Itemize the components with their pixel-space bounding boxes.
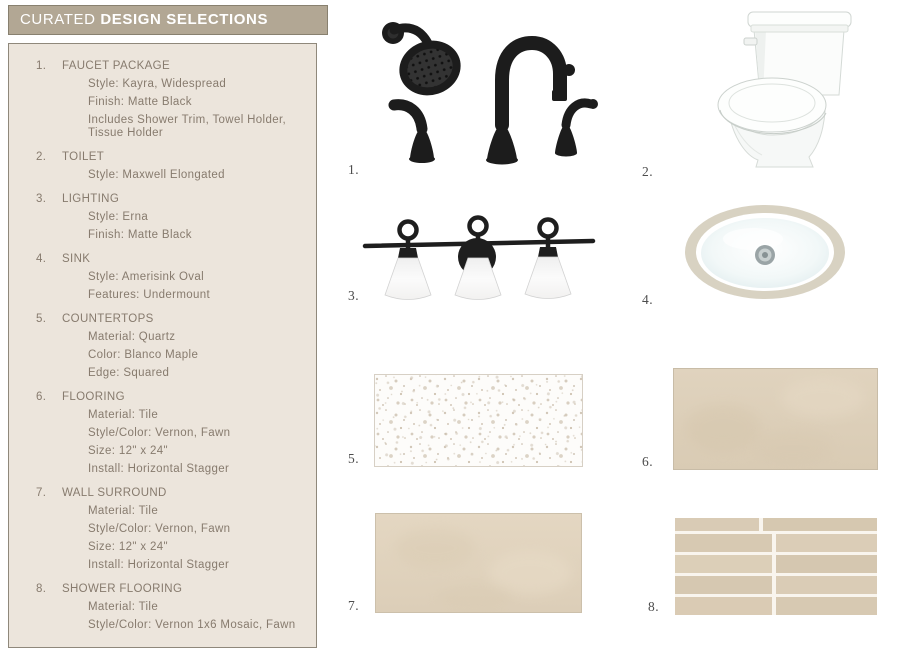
figure-toilet: [642, 8, 864, 180]
selection-title: FLOORING: [62, 391, 125, 403]
selection-detail: Finish: Matte Black: [88, 229, 192, 241]
selection-number: 3.: [36, 193, 47, 205]
selection-item-countertops: [9, 313, 316, 380]
flooring-tile-image: [673, 368, 878, 475]
selection-detail: Color: Blanco Maple: [88, 349, 199, 361]
selection-title: TOILET: [62, 151, 105, 163]
page-title-bold: DESIGN SELECTIONS: [100, 11, 269, 28]
selection-title: LIGHTING: [62, 193, 120, 205]
selection-detail: Size: 12" x 24": [88, 445, 168, 457]
figure-countertop-sample: [348, 372, 584, 467]
figure-shower-floor-mosaic-sample: [642, 516, 879, 615]
page-title-regular: CURATED: [20, 11, 101, 28]
figure-flooring-tile-sample: [642, 366, 880, 470]
figure-wall-surround-tile-sample: [348, 511, 584, 614]
selection-detail: Features: Undermount: [88, 289, 211, 301]
selection-item-shower-flooring: [9, 583, 316, 632]
figure-sink: [642, 200, 854, 308]
selection-title: WALL SURROUND: [62, 487, 167, 499]
figure-number: 7.: [348, 598, 360, 613]
faucet-package-image: [370, 8, 602, 173]
selection-title: FAUCET PACKAGE: [62, 60, 171, 72]
figure-number: 5.: [348, 451, 360, 466]
selection-number: 2.: [36, 151, 47, 163]
selection-detail: Style: Amerisink Oval: [88, 271, 204, 283]
selection-detail: Install: Horizontal Stagger: [88, 463, 230, 475]
selection-detail: Style/Color: Vernon, Fawn: [88, 427, 231, 439]
selection-number: 5.: [36, 313, 47, 325]
selection-detail: Edge: Squared: [88, 367, 170, 379]
selection-item-faucet-package: [9, 60, 316, 140]
selection-number: 4.: [36, 253, 47, 265]
page-title: [8, 5, 328, 35]
shower-floor-mosaic-image: [675, 518, 877, 620]
selection-item-toilet: [9, 151, 316, 182]
selection-item-flooring: [9, 391, 316, 476]
selection-detail: Install: Horizontal Stagger: [88, 559, 230, 571]
figure-vanity-light: [348, 202, 602, 304]
countertop-sample-image: [374, 374, 583, 472]
selection-number: 1.: [36, 60, 47, 72]
figure-number: 4.: [642, 292, 654, 307]
selection-title: SHOWER FLOORING: [62, 583, 183, 595]
selection-item-lighting: [9, 193, 316, 242]
figure-number: 2.: [642, 164, 654, 179]
selection-detail: Material: Tile: [88, 601, 159, 613]
selection-detail: Style/Color: Vernon, Fawn: [88, 523, 231, 535]
selection-title: COUNTERTOPS: [62, 313, 154, 325]
selection-detail: Style: Maxwell Elongated: [88, 169, 225, 181]
selection-detail: Style: Erna: [88, 211, 149, 223]
figure-number: 8.: [648, 599, 660, 614]
selection-number: 8.: [36, 583, 47, 595]
selection-number: 7.: [36, 487, 47, 499]
selection-detail: Style/Color: Vernon 1x6 Mosaic, Fawn: [88, 619, 296, 631]
selections-panel: [8, 43, 317, 648]
selection-item-sink: [9, 253, 316, 302]
selection-detail: Material: Tile: [88, 505, 159, 517]
selection-title: SINK: [62, 253, 91, 265]
figure-number: 6.: [642, 454, 654, 469]
wall-surround-tile-image: [375, 513, 582, 618]
selection-detail: Style: Kayra, Widespread: [88, 78, 227, 90]
selection-item-wall-surround: [9, 487, 316, 572]
toilet-image: [692, 8, 860, 177]
selection-detail: Material: Quartz: [88, 331, 176, 343]
selection-detail: Finish: Matte Black: [88, 96, 192, 108]
selection-number: 6.: [36, 391, 47, 403]
sink-image: [683, 203, 847, 306]
selection-detail: Material: Tile: [88, 409, 159, 421]
figure-faucet-package: [348, 8, 602, 178]
selection-detail: Size: 12" x 24": [88, 541, 168, 553]
figure-number: 1.: [348, 162, 360, 177]
figure-number: 3.: [348, 288, 360, 303]
vanity-light-image: [360, 202, 598, 307]
selection-detail: Includes Shower Trim, Towel Holder, Tissue Holder: [88, 114, 287, 139]
